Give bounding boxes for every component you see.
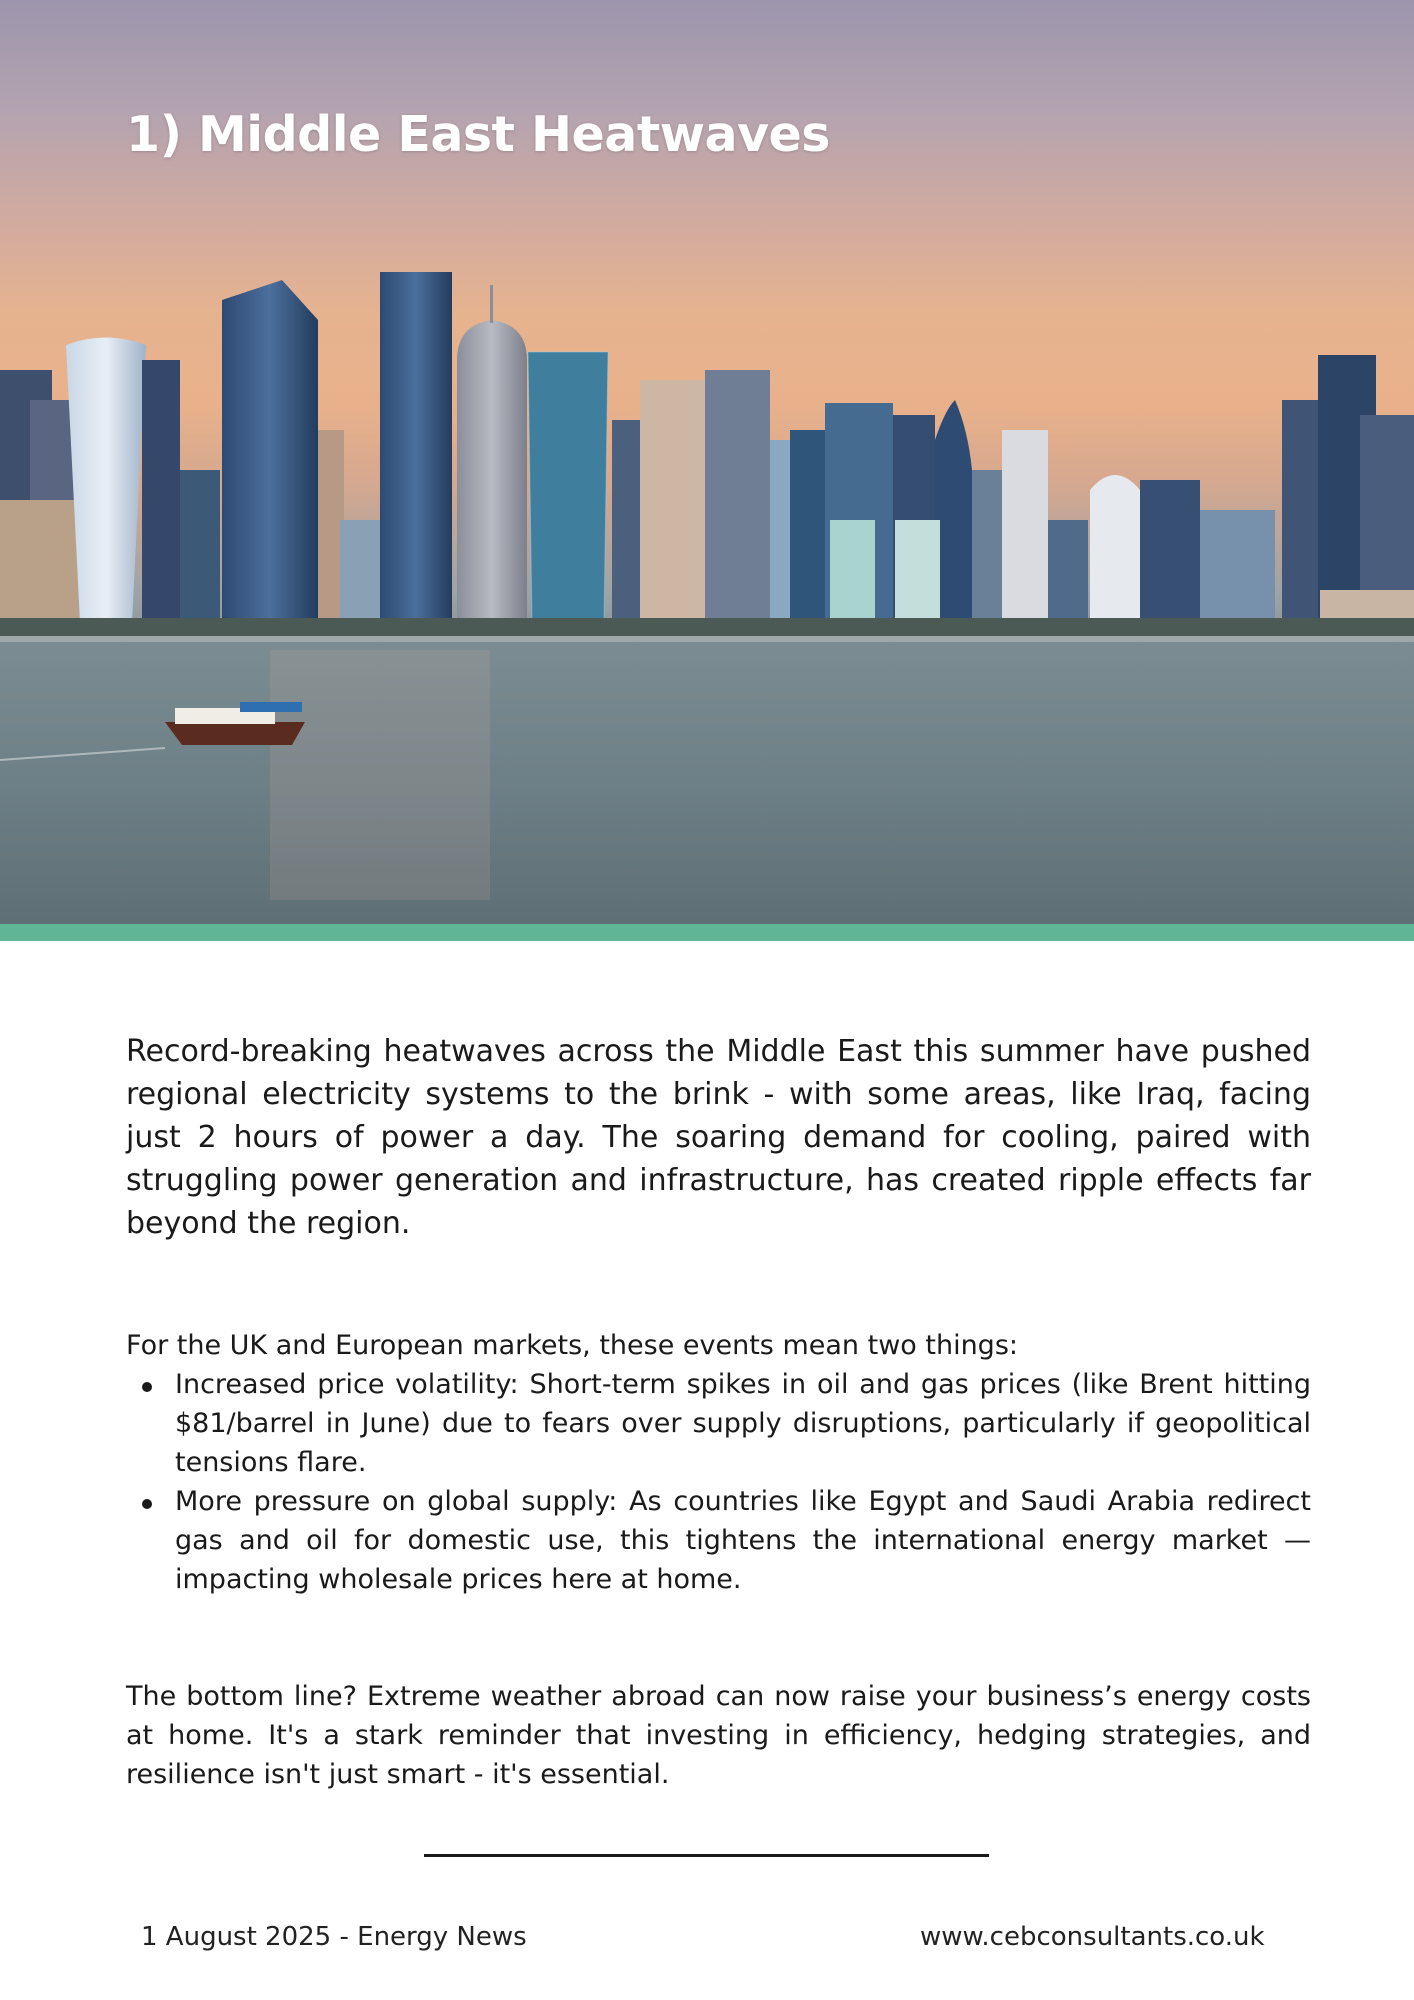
bullet-icon bbox=[142, 1499, 152, 1509]
footer-divider bbox=[424, 1854, 989, 1857]
market-impacts-lead: For the UK and European markets, these events mean two things: bbox=[126, 1330, 1018, 1361]
footer-website-link[interactable]: www.cebconsultants.co.uk bbox=[920, 1922, 1265, 1952]
list-item bbox=[126, 1365, 1311, 1482]
intro-paragraph: Record-breaking heatwaves across the Middle East this summer have pushed regional electricity systems to the brink - with some areas, like Iraq, facing just 2 hours of power a day. The soaring demand for cooling, paired with struggling power generation and infrastructure, has created ripple effects far beyond the region. bbox=[126, 1034, 1311, 1241]
footer-date-source: 1 August 2025 - Energy News bbox=[141, 1922, 527, 1952]
bullet-icon bbox=[142, 1382, 152, 1392]
list-item-text: Increased price volatility: Short-term spikes in oil and gas prices (like Brent hitting $81/barrel in June) due to fears over supply disruptions, particularly if geopolitical tensions flare. bbox=[175, 1369, 1311, 1478]
accent-divider-bar bbox=[0, 924, 1414, 941]
market-impacts-list bbox=[126, 1365, 1311, 1599]
hero-image bbox=[0, 0, 1414, 924]
list-item bbox=[126, 1482, 1311, 1599]
article-title: 1) Middle East Heatwaves bbox=[126, 106, 830, 163]
list-item-text: More pressure on global supply: As countries like Egypt and Saudi Arabia redirect gas and oil for domestic use, this tightens the international energy market — impacting wholesale prices here at home. bbox=[175, 1486, 1311, 1595]
market-impacts-section bbox=[126, 1326, 1311, 1599]
bottom-line-paragraph: The bottom line? Extreme weather abroad can now raise your business’s energy costs at home. It's a stark reminder that investing in efficiency, hedging strategies, and resilience isn't just smart - it's essential. bbox=[126, 1681, 1311, 1790]
